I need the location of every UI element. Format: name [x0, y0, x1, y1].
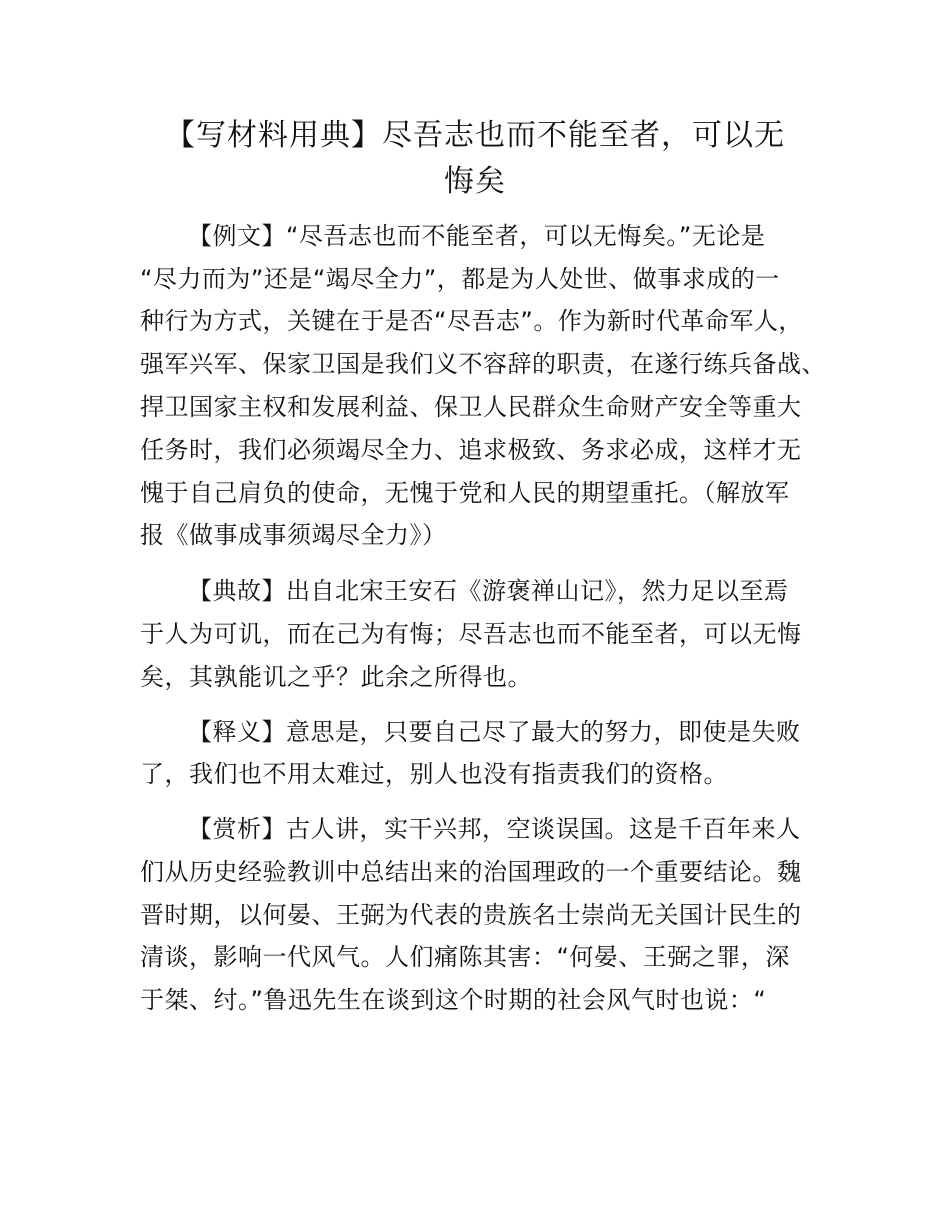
paragraph-allusion-line: 于人为可讥，而在己为有悔；尽吾志也而不能至者，可以无悔: [140, 620, 802, 648]
paragraph-analysis-line: 于桀、纣。”鲁迅先生在谈到这个时期的社会风气时也说：“: [140, 986, 767, 1014]
document-title: [140, 113, 810, 205]
paragraph-example-line: 报《做事成事须竭尽全力》）: [140, 521, 447, 549]
paragraph-example-line: 愧于自己肩负的使命，无愧于党和人民的期望重托。（解放军: [140, 479, 790, 507]
paragraph-meaning-line: 【释义】意思是，只要自己尽了最大的努力，即使是失败: [188, 718, 801, 746]
paragraph-example-line: 种行为方式，关键在于是否“尽吾志”。作为新时代革命军人，: [140, 307, 803, 335]
paragraph-allusion-line: 【典故】出自北宋王安石《游褒禅山记》，然力足以至焉: [188, 577, 789, 605]
paragraph-analysis-line: 们从历史经验教训中总结出来的治国理政的一个重要结论。魏: [140, 858, 802, 886]
paragraph-example-line: 任务时，我们必须竭尽全力、追求极致、务求必成，这样才无: [140, 436, 802, 464]
title-line-1: 【写材料用典】尽吾志也而不能至者，可以无: [165, 118, 785, 153]
paragraph-analysis-line: 清谈，影响一代风气。人们痛陈其害：“何晏、王弼之罪，深: [140, 943, 790, 971]
paragraph-meaning-line: 了，我们也不用太难过，别人也没有指责我们的资格。: [140, 760, 728, 788]
paragraph-allusion-line: 矣，其孰能讥之乎？此余之所得也。: [140, 663, 532, 691]
paragraph-example-line: 强军兴军、保家卫国是我们义不容辞的职责，在遂行练兵备战、: [140, 350, 826, 378]
paragraph-analysis-line: 【赏析】古人讲，实干兴邦，空谈误国。这是千百年来人: [188, 815, 801, 843]
paragraph-analysis-line: 晋时期，以何晏、王弼为代表的贵族名士崇尚无关国计民生的: [140, 901, 802, 929]
title-line-2: 悔矣: [444, 164, 506, 199]
paragraph-example-line: 捍卫国家主权和发展利益、保卫人民群众生命财产安全等重大: [140, 393, 802, 421]
paragraph-example-line: 【例文】“尽吾志也而不能至者，可以无悔矣。”无论是: [188, 222, 766, 250]
paragraph-example-line: “尽力而为”还是“竭尽全力”，都是为人处世、做事求成的一: [140, 265, 780, 293]
